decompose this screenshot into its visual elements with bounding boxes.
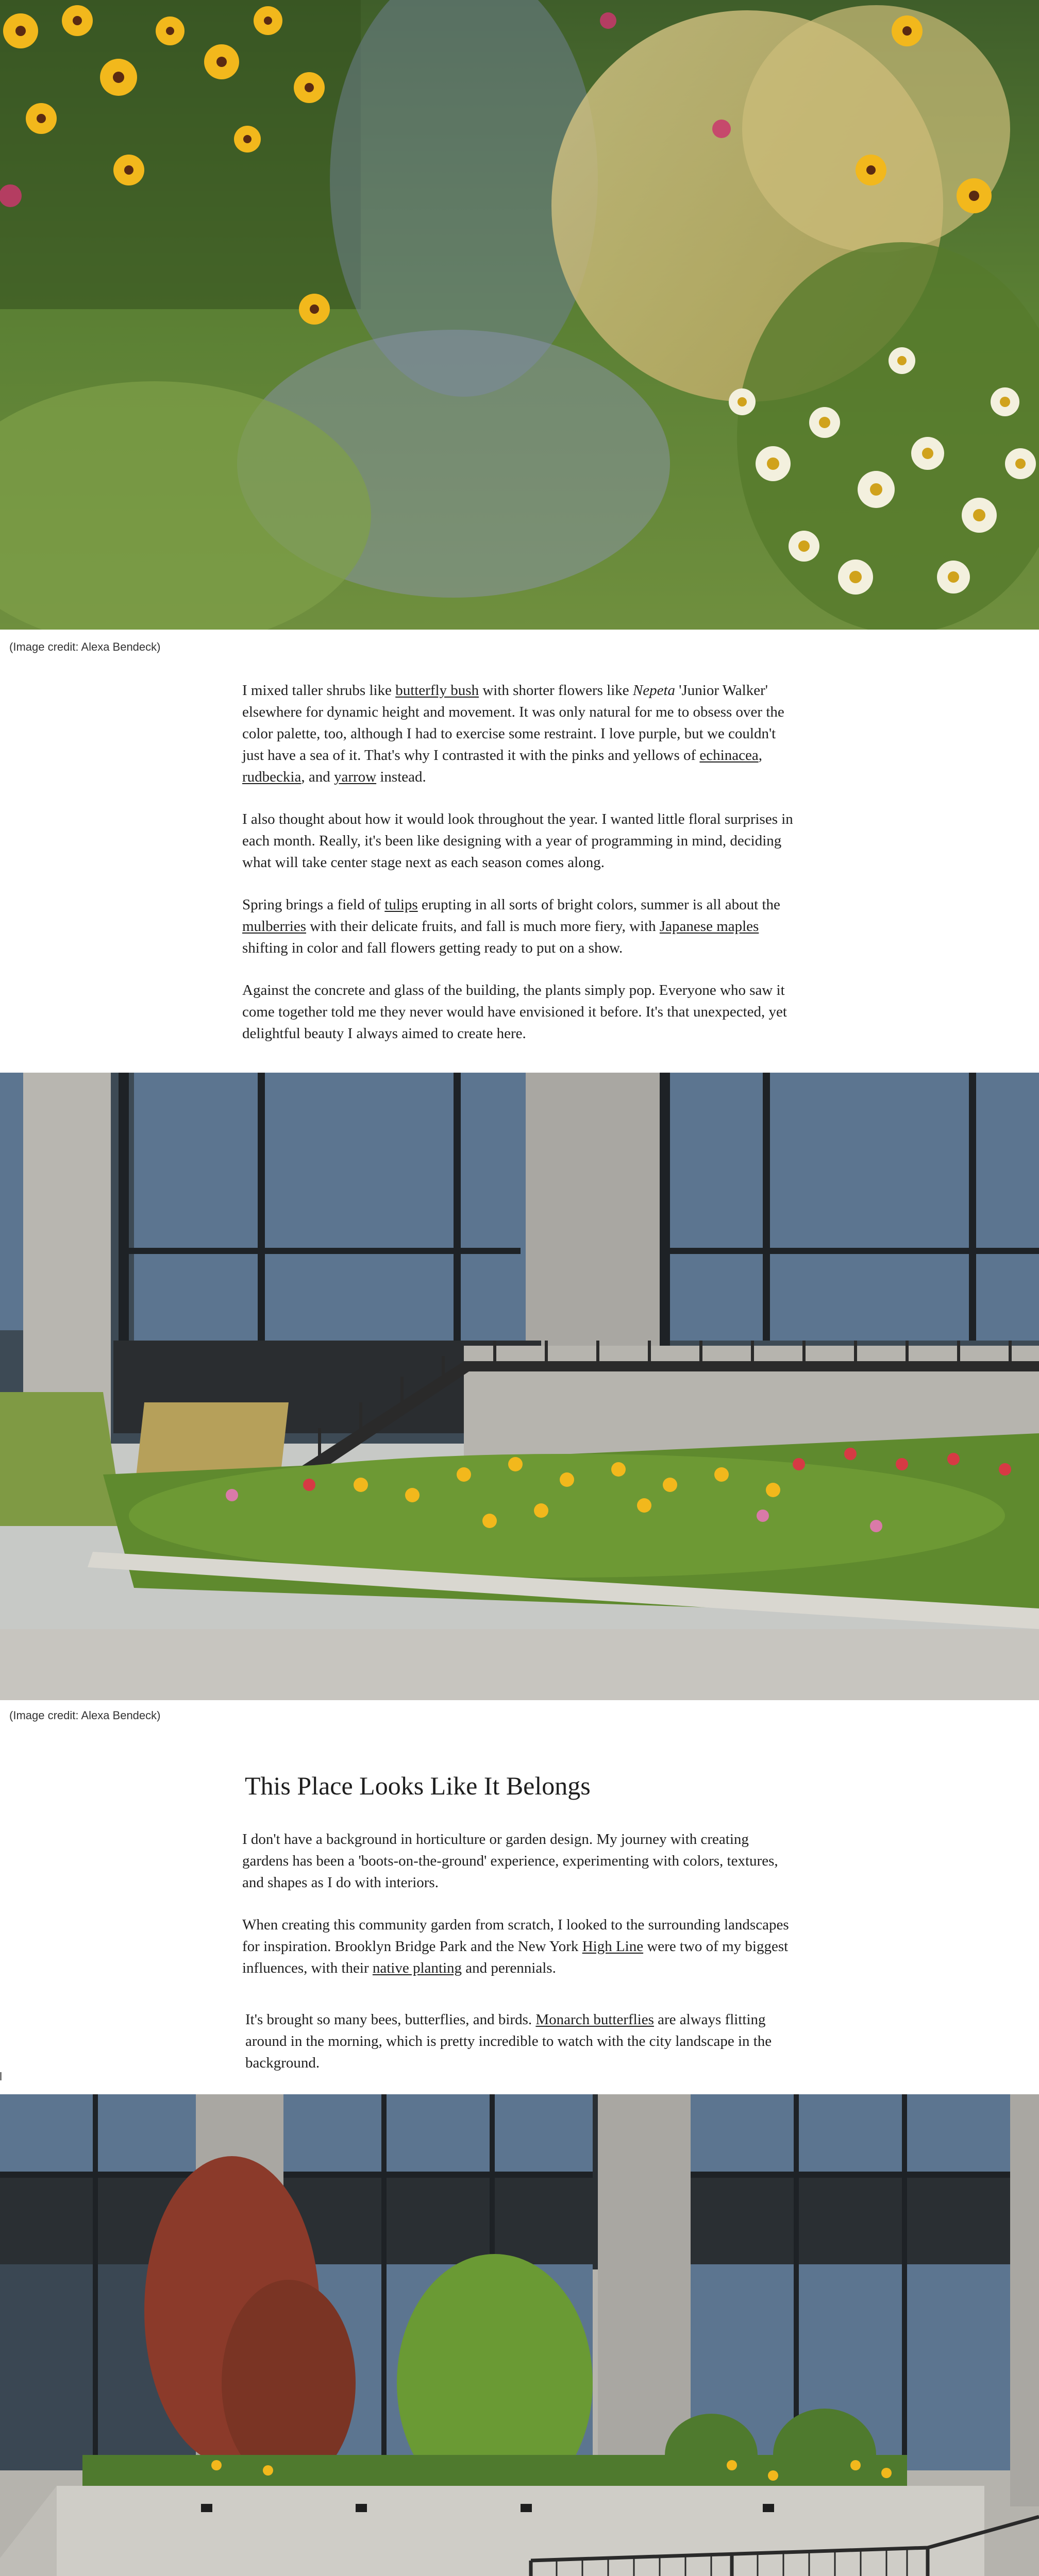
tulips-link[interactable]: tulips <box>384 896 418 913</box>
yarrow-link[interactable]: yarrow <box>333 769 377 785</box>
article-text-section-1 <box>242 680 799 1065</box>
photo-credit: (Image credit: Alexa Bendeck) <box>9 1709 161 1722</box>
native-planting-link[interactable]: native planting <box>372 1960 462 1976</box>
garden-flowers-photo <box>0 0 1039 630</box>
raised-planter-illustration <box>0 2094 1039 2576</box>
paragraph: Against the concrete and glass of the building, the plants simply pop. Everyone who saw it come together told me they never would have envisioned it before. It's that unexpected, yet delightful beauty I always aimed to create here. <box>242 982 787 1042</box>
raised-planter-photo <box>0 2094 1039 2576</box>
edge-marker <box>0 2072 2 2080</box>
nepeta-italic: Nepeta <box>632 682 676 699</box>
japanese-maples-link[interactable]: Japanese maples <box>659 918 759 935</box>
paragraph: I don't have a background in horticulture or garden design. My journey with creating gardens has been a 'boots-on-the-ground' experience, experimenting with colors, textures, and shapes as I do with interiors. <box>242 1831 778 1891</box>
butterfly-bush-link[interactable]: butterfly bush <box>395 682 479 699</box>
rudbeckia-link[interactable]: rudbeckia <box>242 769 301 785</box>
paragraph: Spring brings a field of tulips erupting in all sorts of bright colors, summer is all about the mulberries with their delicate fruits, and fall is much more fiery, with Japanese maples shifting in color and fall flowers getting ready to put on a show. <box>242 896 780 956</box>
section-heading: This Place Looks Like It Belongs <box>245 1771 591 1800</box>
monarch-butterflies-link[interactable]: Monarch butterflies <box>535 2011 654 2028</box>
garden-flowers-illustration <box>0 0 1039 630</box>
paragraph: I mixed taller shrubs like butterfly bush with shorter flowers like Nepeta 'Junior Walker' elsewhere for dynamic height and movement. It was only natural for me to obsess over the color palette, too, although I had to exercise some restraint. I love purple, but we couldn't just have a sea of it. That's why I contrasted it with the pinks and yellows of echinacea, rudbeckia, and yarrow instead. <box>242 682 784 785</box>
paragraph: It's brought so many bees, butterflies, and birds. Monarch butterflies are always flitting around in the morning, which is pretty incredible to watch with the city landscape in the background. <box>245 2011 772 2071</box>
building-entrance-photo <box>0 1073 1039 1700</box>
building-entrance-illustration <box>0 1073 1039 1700</box>
paragraph: I also thought about how it would look throughout the year. I wanted little floral surprises in each month. Really, it's been like designing with a year of programming in mind, deciding what will take center stage next as each season comes along. <box>242 811 793 871</box>
paragraph: When creating this community garden from scratch, I looked to the surrounding landscapes for inspiration. Brooklyn Bridge Park and the New York High Line were two of my biggest influences, with their native planting and perennials. <box>242 1917 789 1976</box>
article-text-section-2 <box>242 1828 799 2094</box>
echinacea-link[interactable]: echinacea <box>699 747 759 764</box>
high-line-link[interactable]: High Line <box>582 1938 644 1955</box>
photo-credit: (Image credit: Alexa Bendeck) <box>9 640 161 653</box>
mulberries-link[interactable]: mulberries <box>242 918 307 935</box>
